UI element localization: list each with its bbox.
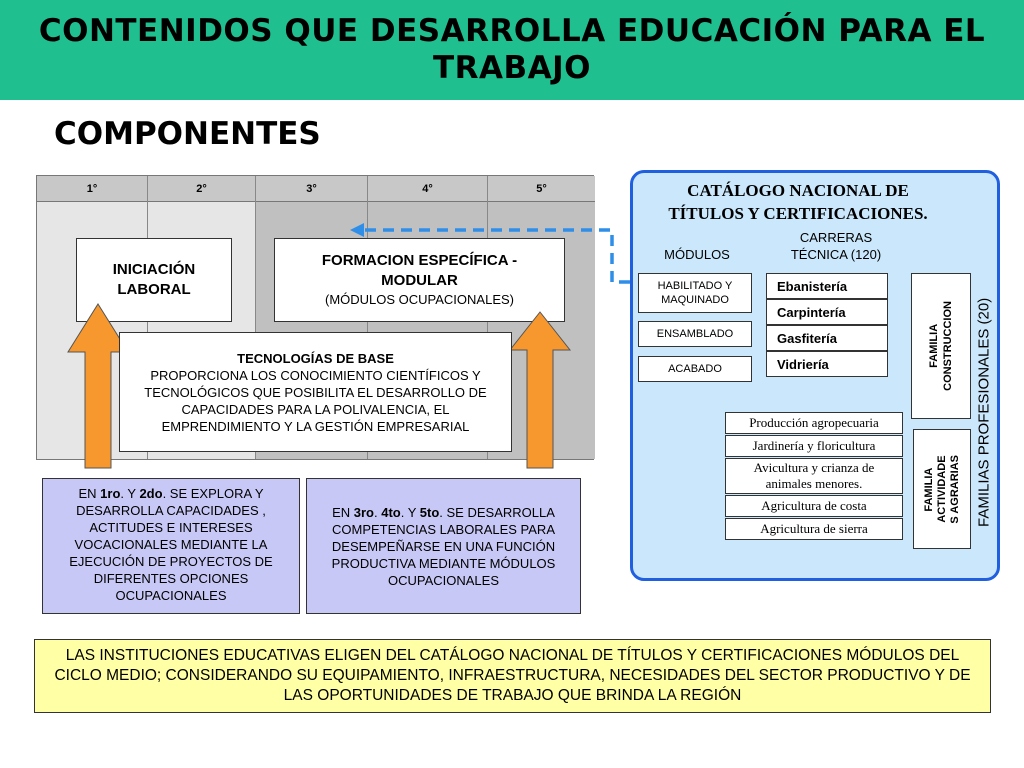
desarrolla-grade-3: 3ro xyxy=(353,504,374,520)
catalog-panel xyxy=(630,170,1000,581)
formacion-title: FORMACION ESPECÍFICA - MODULAR xyxy=(321,252,518,289)
agro-avicultura: Avicultura y crianza de animales menores. xyxy=(725,458,903,494)
iniciacion-laboral-label: INICIACIÓN LABORAL xyxy=(112,261,196,298)
formacion-subtitle: (MÓDULOS OCUPACIONALES) xyxy=(324,292,514,307)
agro-costa: Agricultura de costa xyxy=(725,495,903,517)
catalog-title-line2: TÍTULOS Y CERTIFICACIONES. xyxy=(668,204,928,223)
familia-construccion-line1: FAMILIA xyxy=(928,324,940,368)
desarrolla-text-1: EN xyxy=(332,504,354,520)
right-up-arrow-icon xyxy=(508,310,572,470)
desarrolla-text-3: . Y xyxy=(400,504,420,520)
catalog-title xyxy=(633,179,963,225)
explora-grade-1: 1ro xyxy=(100,486,121,501)
familia-agraria-line3: S AGRARIAS xyxy=(948,454,961,524)
tecnologias-base-box xyxy=(119,332,512,452)
dashed-connector-arrow-icon xyxy=(348,220,634,290)
grade-header-3: 3° xyxy=(256,176,367,202)
footer-text: LAS INSTITUCIONES EDUCATIVAS ELIGEN DEL CATÁLOGO NACIONAL DE TÍTULOS Y CERTIFICACIONES MÓDULOS DEL CICLO MEDIO; CONSIDERANDO SU EQUIPAMIENTO, INFRAESTRUCTURA, NECESIDADES DEL SECTOR PRODUCTIVO Y DE LAS OPORTUNIDADES DE TRABAJO QUE BRINDA LA REGIÓN xyxy=(54,647,971,704)
explora-text-3: . SE EXPLORA Y DESARROLLA CAPACIDADES , ACTITUDES E INTERESES VOCACIONALES MEDIANTE LA EJECUCIÓN DE PROYECTOS DE DIFERENTES OPCIONES OCUPACIONALES xyxy=(69,486,273,603)
familia-agraria-line1: FAMILIA xyxy=(922,467,935,511)
carreras-label-line2: TÉCNICA (120) xyxy=(790,247,882,262)
grade-header-5: 5° xyxy=(488,176,595,202)
desarrolla-grade-5: 5to xyxy=(419,504,440,520)
desarrolla-text-4: . SE DESARROLLA COMPETENCIAS LABORALES PARA DESEMPEÑARSE EN UNA FUNCIÓN PRODUCTIVA MEDIANTE MÓDULOS OCUPACIONALES xyxy=(331,504,556,588)
familia-construccion-line2: CONSTRUCCION xyxy=(942,301,954,391)
page-title: CONTENIDOS QUE DESARROLLA EDUCACIÓN PARA EL TRABAJO xyxy=(38,13,986,86)
familia-construccion-label xyxy=(927,301,955,391)
desarrolla-text-2: . xyxy=(374,504,382,520)
grade-header-4: 4° xyxy=(368,176,487,202)
tecnologias-title: TECNOLOGÍAS DE BASE xyxy=(237,350,394,366)
modulo-acabado: ACABADO xyxy=(638,356,752,382)
grade-header-2: 2° xyxy=(148,176,255,202)
desarrolla-text xyxy=(315,504,572,589)
desarrolla-box xyxy=(306,478,581,614)
explora-grade-2: 2do xyxy=(139,486,163,501)
footer-note xyxy=(34,639,991,713)
grade-header-1: 1° xyxy=(37,176,147,202)
desarrolla-grade-4: 4to xyxy=(381,504,401,520)
modulo-ensamblado: ENSAMBLADO xyxy=(638,321,752,347)
explora-text-2: . Y xyxy=(120,486,140,501)
carrera-gasfiteria: Gasfitería xyxy=(766,325,888,351)
familia-agraria-label xyxy=(923,455,962,524)
tecnologias-body: PROPORCIONA LOS CONOCIMIENTO CIENTÍFICOS Y TECNOLÓGICOS QUE POSIBILITA EL DESARROLLO DE CAPACIDADES PARA LA POLIVALENCIA, EL EMPRENDIMIENTO Y LA GESTIÓN EMPRESARIAL xyxy=(144,367,487,434)
familia-agraria-box xyxy=(913,429,971,549)
modulos-label: MÓDULOS xyxy=(664,247,730,262)
catalog-title-line1: CATÁLOGO NACIONAL DE xyxy=(687,181,909,200)
section-subtitle: COMPONENTES xyxy=(54,116,321,152)
carreras-label-line1: CARRERAS xyxy=(799,230,873,245)
carreras-label xyxy=(761,229,911,263)
familias-profesionales-label: FAMILIAS PROFESIONALES (20) xyxy=(975,297,993,527)
header-banner xyxy=(0,0,1024,100)
carrera-ebanisteria: Ebanistería xyxy=(766,273,888,299)
agro-produccion: Producción agropecuaria xyxy=(725,412,903,434)
explora-text-1: EN xyxy=(78,486,101,501)
familia-agraria-line2: ACTIVIDADE xyxy=(935,455,948,523)
carrera-vidrieria: Vidriería xyxy=(766,351,888,377)
explora-box xyxy=(42,478,300,614)
agro-jardineria: Jardinería y floricultura xyxy=(725,435,903,457)
familia-construccion-box xyxy=(911,273,971,419)
agro-sierra: Agricultura de sierra xyxy=(725,518,903,540)
modulo-habilitado: HABILITADO Y MAQUINADO xyxy=(638,273,752,313)
carrera-carpinteria: Carpintería xyxy=(766,299,888,325)
